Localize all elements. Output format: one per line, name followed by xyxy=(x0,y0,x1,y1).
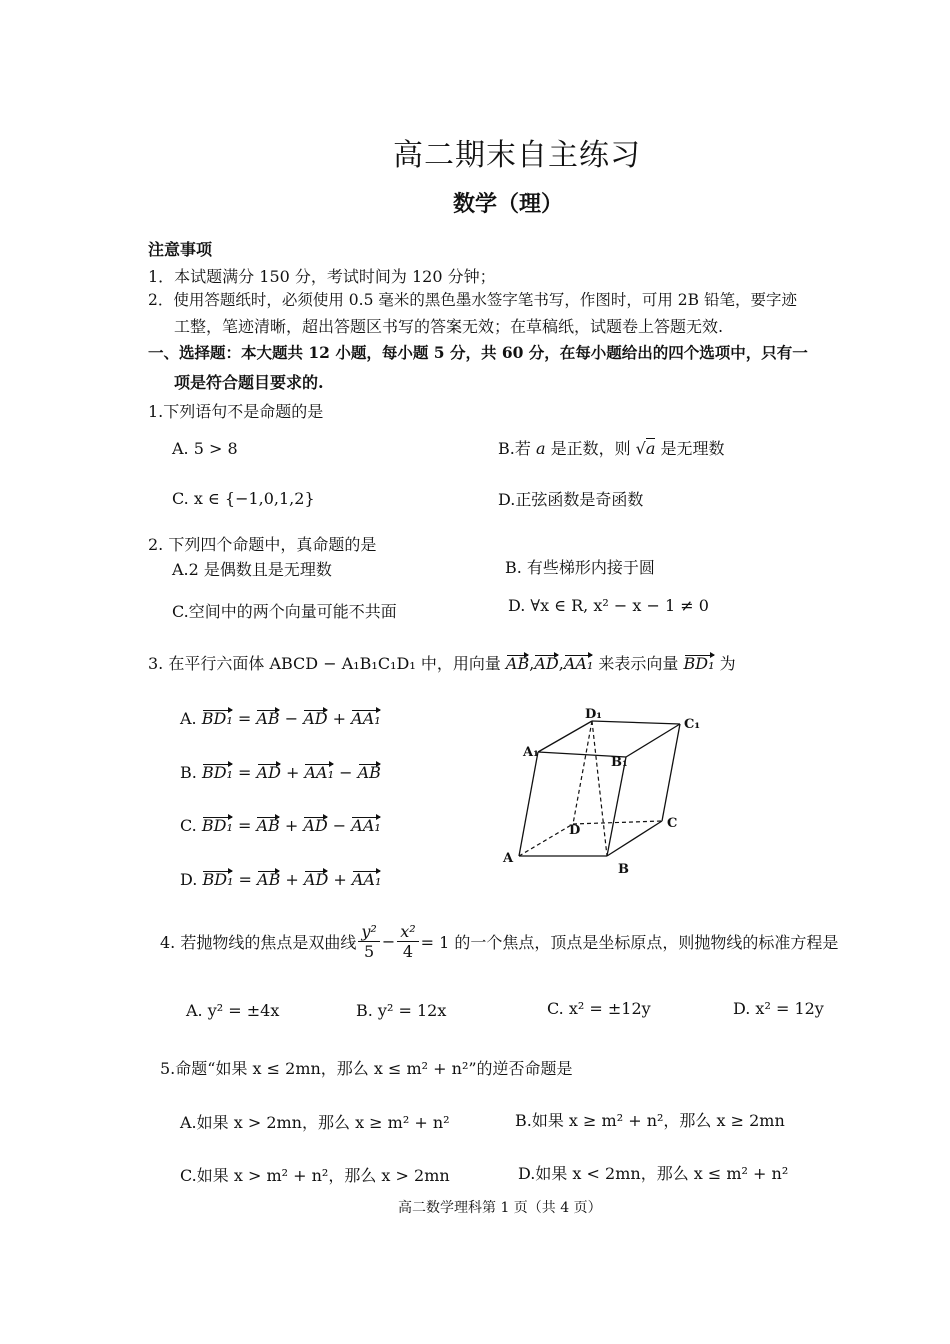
question-4-option-d: D. x² = 12y xyxy=(733,999,824,1018)
figure-label-c1: C₁ xyxy=(684,717,701,732)
question-3-stem-mid: 来表示向量 xyxy=(593,654,684,673)
edge-a1-d1 xyxy=(538,721,592,752)
question-1-option-b xyxy=(498,436,725,459)
question-3-stem: 3. 在平行六面体 ABCD − A₁B₁C₁D₁ 中，用向量 AB,AD,AA₁ 来表示向量 BD₁ 为 xyxy=(148,654,736,673)
vector-term: AD xyxy=(303,870,329,889)
vector-term: BD₁ xyxy=(202,870,234,889)
question-3-option-d: D. BD₁ = AB + AD + AA₁ xyxy=(180,870,382,889)
fraction-numerator: x² xyxy=(397,922,418,942)
exam-title: 高二期末自主练习 xyxy=(393,138,641,173)
question-3-option-a: A. BD₁ = AB − AD + AA₁ xyxy=(180,709,381,728)
vector-term: AA₁ xyxy=(351,816,381,835)
question-5-option-a: A.如果 x > 2mn，那么 x ≥ m² + n² xyxy=(180,1113,450,1132)
vector-term: BD₁ xyxy=(201,763,233,782)
edge-b1-b xyxy=(607,757,626,856)
fraction-x2-over-4 xyxy=(397,922,418,961)
vector-term: AD xyxy=(256,763,281,782)
option-label: B. xyxy=(180,763,197,782)
question-4-option-c: C. x² = ±12y xyxy=(547,999,651,1018)
page-footer: 高二数学理科第 1 页（共 4 页） xyxy=(398,1200,602,1216)
vector-term: BD₁ xyxy=(201,816,233,835)
figure-label-d: D xyxy=(569,823,581,838)
vector-term: AA₁ xyxy=(304,763,335,782)
edge-d1-c1 xyxy=(592,721,680,724)
figure-label-a1: A₁ xyxy=(523,745,539,760)
question-1-stem: 1.下列语句不是命题的是 xyxy=(148,402,324,421)
question-3-stem-pre: 3. 在平行六面体 ABCD − A₁B₁C₁D₁ 中，用向量 xyxy=(148,654,506,673)
fraction-y2-over-5 xyxy=(358,922,379,961)
vector-term: BD₁ xyxy=(201,709,233,728)
edge-b-c xyxy=(607,821,662,856)
section-1-line-2: 项是符合题目要求的. xyxy=(174,373,324,392)
figure-label-b1: B₁ xyxy=(611,755,628,770)
parallelepiped-figure xyxy=(495,700,710,885)
note-item-1: 1．本试题满分 150 分，考试时间为 120 分钟； xyxy=(148,267,496,286)
question-4-option-a: A. y² = ±4x xyxy=(186,1001,280,1020)
operator: − xyxy=(327,816,352,835)
vector-term: AB xyxy=(357,763,381,782)
edge-a-d-hidden xyxy=(519,824,573,856)
vector-term: AB xyxy=(256,709,280,728)
question-3-option-b: B. BD₁ = AD + AA₁ − AB xyxy=(180,763,381,782)
operator: + xyxy=(279,816,304,835)
section-1-line-1: 一、选择题：本大题共 12 小题，每小题 5 分，共 60 分，在每小题给出的四个选项中，只有一 xyxy=(148,343,808,362)
notes-heading: 注意事项 xyxy=(148,240,213,259)
question-2-option-d: D. ∀x ∈ R, x² − x − 1 ≠ 0 xyxy=(508,596,709,615)
edge-a1-a xyxy=(519,752,538,856)
figure-label-b: B xyxy=(618,862,629,877)
operator: − xyxy=(279,709,304,728)
minus-sign: − xyxy=(381,932,396,951)
fraction-denominator: 5 xyxy=(363,942,375,961)
question-5-stem: 5.命题“如果 x ≤ 2mn，那么 x ≤ m² + n²”的逆否命题是 xyxy=(160,1059,573,1078)
fraction-denominator: 4 xyxy=(402,942,414,961)
vector-term: AB xyxy=(256,816,280,835)
question-1-option-a: A. 5 > 8 xyxy=(172,439,238,458)
option-label: D. xyxy=(180,870,198,889)
question-2-option-b: B. 有些梯形内接于圆 xyxy=(505,558,655,577)
note-item-2-line-2: 工整，笔迹清晰，超出答题区书写的答案无效；在草稿纸，试题卷上答题无效. xyxy=(174,317,724,336)
option-label: A. xyxy=(180,709,197,728)
vector-term: AB xyxy=(257,870,281,889)
figure-label-c: C xyxy=(667,816,678,831)
question-2-option-a: A.2 是偶数且是无理数 xyxy=(172,560,332,579)
question-1-option-b-mid: 是正数，则 √ xyxy=(545,439,646,458)
vector-term: AD xyxy=(303,816,328,835)
question-4-stem-pre: 4. 若抛物线的焦点是双曲线 xyxy=(160,933,357,952)
question-1-option-d: D.正弦函数是奇函数 xyxy=(498,490,644,509)
operator: + xyxy=(327,709,352,728)
question-4-stem-post: = 1 的一个焦点，顶点是坐标原点，则抛物线的标准方程是 xyxy=(420,933,839,952)
question-3-stem-post: 为 xyxy=(714,654,736,673)
operator: − xyxy=(334,763,358,782)
option-label: C. xyxy=(180,816,197,835)
question-5-option-c: C.如果 x > m² + n²，那么 x > 2mn xyxy=(180,1166,450,1185)
question-1-option-b-pre: B.若 xyxy=(498,439,536,458)
question-3-option-c: C. BD₁ = AB + AD − AA₁ xyxy=(180,816,381,835)
exam-subtitle: 数学（理） xyxy=(453,191,564,217)
vector-term: AA₁ xyxy=(351,870,382,889)
operator: + xyxy=(280,870,304,889)
vector-ad: AD xyxy=(534,654,559,673)
question-1-option-b-var: a xyxy=(535,439,546,458)
question-2-stem: 2. 下列四个命题中，真命题的是 xyxy=(148,535,377,554)
operator: + xyxy=(280,763,305,782)
operator: + xyxy=(328,870,352,889)
question-1-option-b-post: 是无理数 xyxy=(655,439,725,458)
question-2-option-c: C.空间中的两个向量可能不共面 xyxy=(172,602,397,621)
figure-label-d1: D₁ xyxy=(585,707,602,722)
fraction-numerator: y² xyxy=(358,922,379,942)
figure-label-a: A xyxy=(503,851,514,866)
edge-d1-d-hidden xyxy=(573,721,592,824)
question-5-option-d: D.如果 x < 2mn，那么 x ≤ m² + n² xyxy=(518,1164,789,1183)
vector-aa1: AA₁ xyxy=(563,654,594,673)
vector-bd1: BD₁ xyxy=(683,654,715,673)
question-4-option-b: B. y² = 12x xyxy=(356,1001,447,1020)
vector-term: AA₁ xyxy=(351,709,381,728)
question-4-stem xyxy=(160,922,838,961)
vector-ab: AB xyxy=(505,654,530,673)
vector-term: AD xyxy=(303,709,328,728)
question-5-option-b: B.如果 x ≥ m² + n²，那么 x ≥ 2mn xyxy=(515,1111,785,1130)
edge-c1-c xyxy=(662,724,680,821)
edge-c1-b1 xyxy=(626,724,680,757)
question-1-option-c: C. x ∈ {−1,0,1,2} xyxy=(172,489,315,508)
note-item-2-line-1: 2．使用答题纸时，必须使用 0.5 毫米的黑色墨水签字笔书写，作图时，可用 2B 铅笔，要字迹 xyxy=(148,291,797,309)
diagonal-b-d1-hidden xyxy=(592,721,607,856)
edge-d-c-hidden xyxy=(573,821,662,824)
question-1-option-b-radicand: a xyxy=(645,439,656,458)
